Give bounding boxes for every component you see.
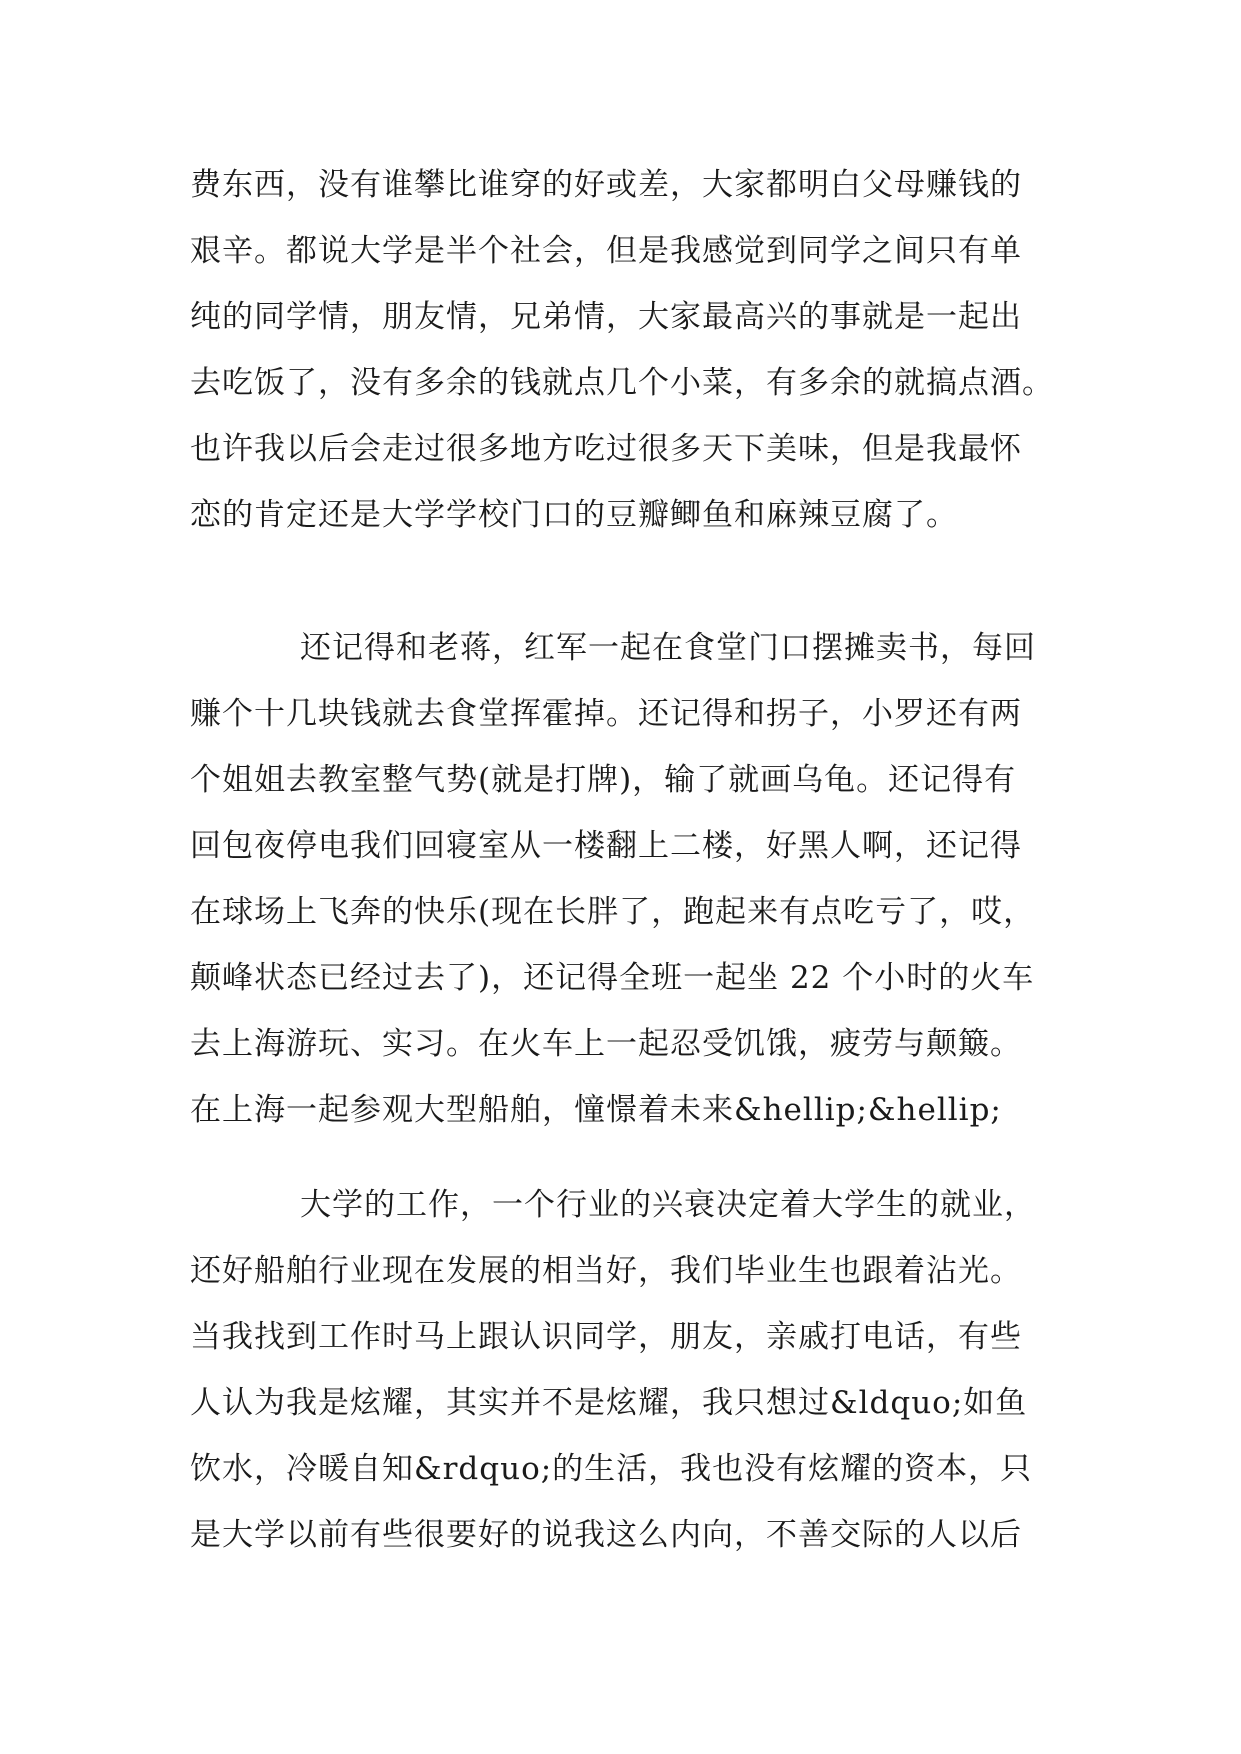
text-line: 是大学以前有些很要好的说我这么内向，不善交际的人以后 bbox=[190, 1517, 1022, 1553]
text-line: 当我找到工作时马上跟认识同学，朋友，亲戚打电话，有些 bbox=[190, 1319, 1022, 1355]
text-line: 也许我以后会走过很多地方吃过很多天下美味，但是我最怀 bbox=[190, 431, 1022, 467]
paragraph-1 bbox=[190, 152, 1070, 548]
text-line: 去吃饭了，没有多余的钱就点几个小菜，有多余的就搞点酒。 bbox=[190, 365, 1054, 401]
text-line: 还好船舶行业现在发展的相当好，我们毕业生也跟着沾光。 bbox=[190, 1253, 1022, 1289]
text-line: 回包夜停电我们回寝室从一楼翻上二楼，好黑人啊，还记得 bbox=[190, 828, 1022, 864]
text-line-indented: 还记得和老蒋，红军一起在食堂门口摆摊卖书，每回 bbox=[300, 630, 1036, 666]
text-line: 去上海游玩、实习。在火车上一起忍受饥饿，疲劳与颠簸。 bbox=[190, 1026, 1022, 1062]
text-line: 颠峰状态已经过去了)，还记得全班一起坐 22 个小时的火车 bbox=[190, 960, 1035, 996]
text-line: 赚个十几块钱就去食堂挥霍掉。还记得和拐子，小罗还有两 bbox=[190, 696, 1022, 732]
paragraph-3 bbox=[190, 1172, 1070, 1568]
text-line-indented: 大学的工作，一个行业的兴衰决定着大学生的就业， bbox=[300, 1187, 1036, 1223]
text-line: 人认为我是炫耀，其实并不是炫耀，我只想过&ldquo;如鱼 bbox=[190, 1385, 1028, 1421]
text-line: 艰辛。都说大学是半个社会，但是我感觉到同学之间只有单 bbox=[190, 233, 1022, 269]
text-line: 恋的肯定还是大学学校门口的豆瓣鲫鱼和麻辣豆腐了。 bbox=[190, 497, 958, 533]
text-line: 在上海一起参观大型船舶，憧憬着未来&hellip;&hellip; bbox=[190, 1092, 1002, 1128]
text-line: 在球场上飞奔的快乐(现在长胖了，跑起来有点吃亏了，哎， bbox=[190, 894, 1036, 930]
paragraph-2 bbox=[190, 615, 1070, 1143]
text-line: 饮水，冷暖自知&rdquo;的生活，我也没有炫耀的资本，只 bbox=[190, 1451, 1033, 1487]
text-line: 个姐姐去教室整气势(就是打牌)，输了就画乌龟。还记得有 bbox=[190, 762, 1017, 798]
text-line: 费东西，没有谁攀比谁穿的好或差，大家都明白父母赚钱的 bbox=[190, 167, 1022, 203]
text-line: 纯的同学情，朋友情，兄弟情，大家最高兴的事就是一起出 bbox=[190, 299, 1022, 335]
